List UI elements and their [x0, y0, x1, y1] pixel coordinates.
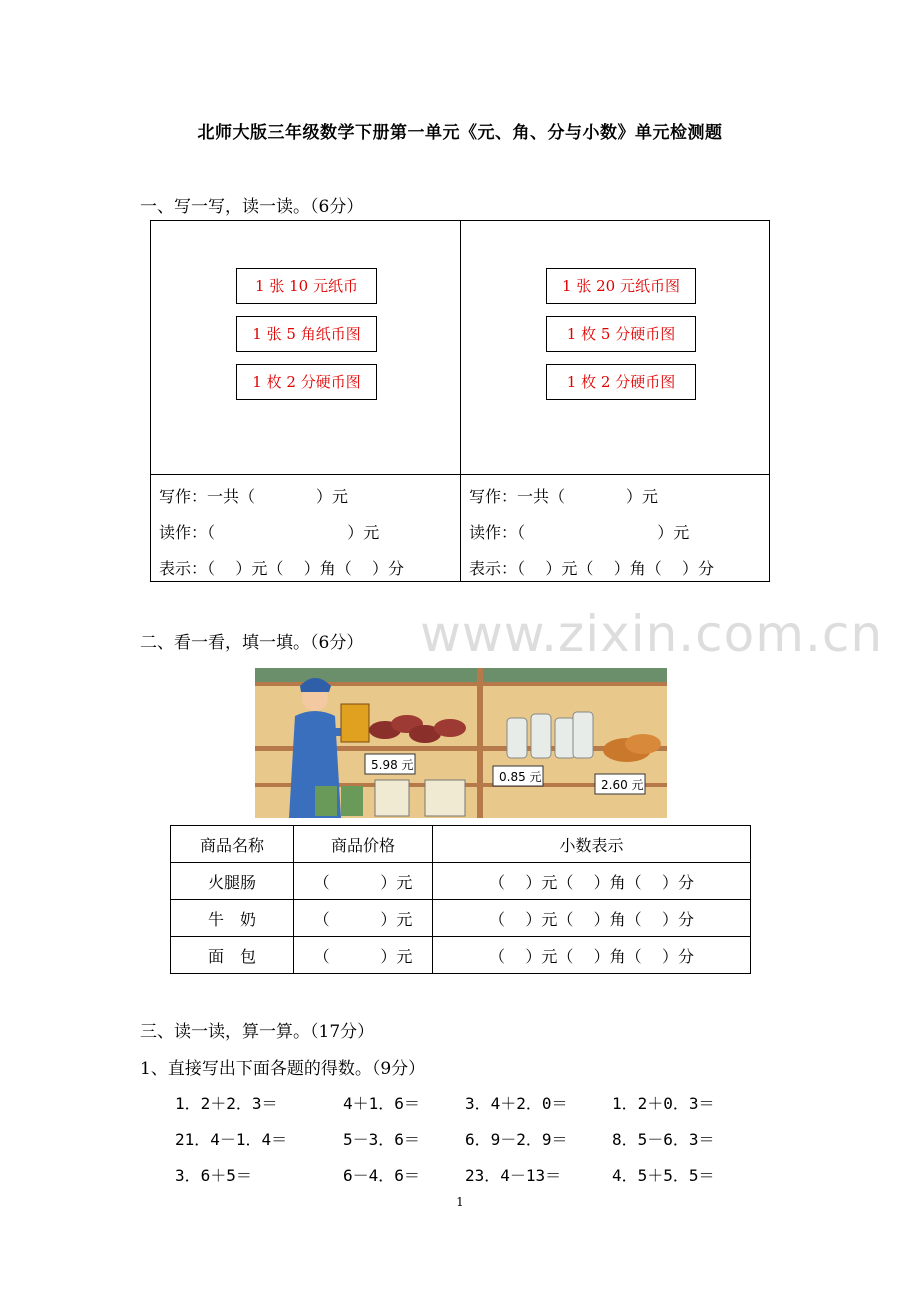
watermark: www.zixin.com.cn	[420, 605, 884, 663]
price-tag-sausage: 5.98 元	[371, 758, 414, 772]
row-name: 牛 奶	[171, 900, 294, 937]
calc-item: 6－4．6＝	[343, 1166, 420, 1185]
header-name: 商品名称	[171, 826, 294, 863]
row-decimal: （ ）元（ ）角（ ）分	[433, 937, 751, 974]
left-image-label-3: 1 枚 2 分硬币图	[236, 364, 377, 400]
right-show-line: 表示：（ ）元（ ）角（ ）分	[469, 559, 715, 578]
calc-item: 6．9－2．9＝	[465, 1130, 568, 1149]
row-name: 火腿肠	[171, 863, 294, 900]
right-read-line: 读作：（ ）元	[469, 523, 690, 542]
table-row	[171, 900, 751, 937]
row-price: （ ）元	[294, 937, 433, 974]
calc-item: 1．2＋2．3＝	[175, 1094, 278, 1113]
calc-item: 3．4＋2．0＝	[465, 1094, 568, 1113]
left-write-line: 写作：一共（ ）元	[159, 487, 349, 506]
right-write-line: 写作：一共（ ）元	[469, 487, 659, 506]
shop-illustration	[255, 668, 667, 818]
calc-item: 1．2＋0．3＝	[612, 1094, 715, 1113]
left-show-line: 表示：（ ）元（ ）角（ ）分	[159, 559, 405, 578]
calc-item: 23．4－13＝	[465, 1166, 562, 1185]
price-tag-milk: 0.85 元	[499, 770, 542, 784]
right-image-label-1: 1 张 20 元纸币图	[546, 268, 696, 304]
vertical-divider	[460, 221, 461, 581]
header-decimal: 小数表示	[433, 826, 751, 863]
table-row	[171, 937, 751, 974]
horizontal-divider	[151, 474, 769, 475]
calc-item: 8．5－6．3＝	[612, 1130, 715, 1149]
row-name: 面 包	[171, 937, 294, 974]
section1-heading: 一、写一写，读一读。（6分）	[140, 197, 364, 217]
header-price: 商品价格	[294, 826, 433, 863]
left-image-label-2: 1 张 5 角纸币图	[236, 316, 377, 352]
shop-illustration-svg	[255, 668, 667, 818]
left-image-label-1: 1 张 10 元纸币	[236, 268, 377, 304]
price-tag-bread: 2.60 元	[601, 778, 644, 792]
right-image-label-2: 1 枚 5 分硬币图	[546, 316, 696, 352]
row-price: （ ）元	[294, 900, 433, 937]
table-header-row	[171, 826, 751, 863]
price-table	[170, 825, 751, 974]
document-title: 北师大版三年级数学下册第一单元《元、角、分与小数》单元检测题	[197, 123, 723, 143]
calc-item: 5－3．6＝	[343, 1130, 420, 1149]
calc-item: 4．5＋5．5＝	[612, 1166, 715, 1185]
table-row	[171, 863, 751, 900]
right-image-label-3: 1 枚 2 分硬币图	[546, 364, 696, 400]
row-price: （ ）元	[294, 863, 433, 900]
calc-item: 21．4－1．4＝	[175, 1130, 288, 1149]
section3-heading: 三、读一读，算一算。（17分）	[140, 1022, 375, 1042]
calc-item: 4＋1．6＝	[343, 1094, 420, 1113]
left-read-line: 读作：（ ）元	[159, 523, 380, 542]
section1-box	[150, 220, 770, 582]
calc-item: 3．6＋5＝	[175, 1166, 252, 1185]
row-decimal: （ ）元（ ）角（ ）分	[433, 900, 751, 937]
page-number: 1	[456, 1195, 464, 1209]
section2-heading: 二、看一看，填一填。（6分）	[140, 633, 364, 653]
section3-sub1: 1、直接写出下面各题的得数。（9分）	[140, 1059, 426, 1079]
row-decimal: （ ）元（ ）角（ ）分	[433, 863, 751, 900]
